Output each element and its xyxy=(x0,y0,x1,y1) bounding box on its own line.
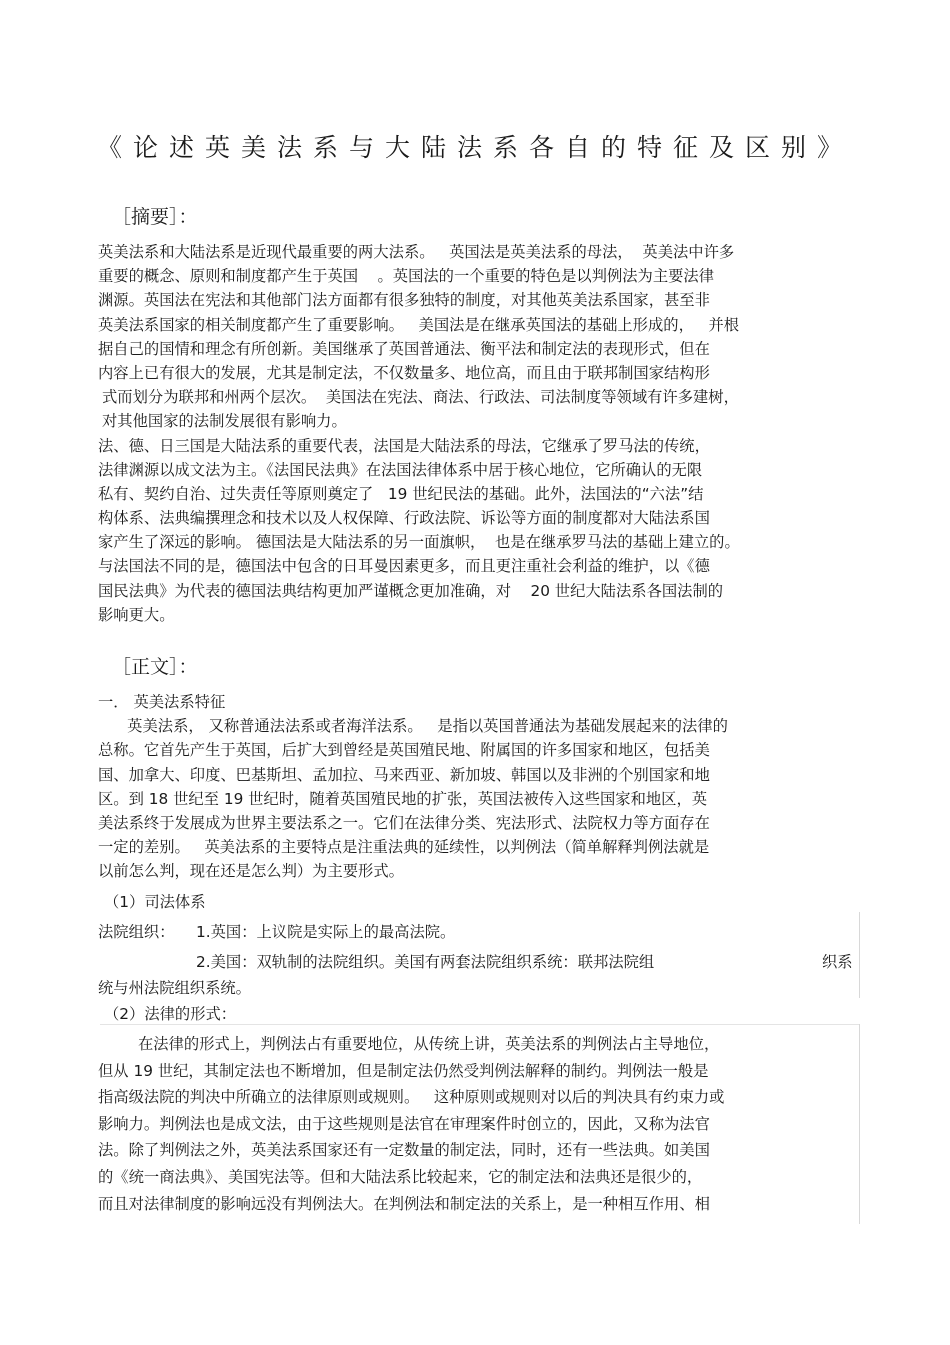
court-organization-label: 法院组织： xyxy=(98,923,175,941)
text-line: 渊源。英国法在宪法和其他部门法方面都有很多独特的制度，对其他英美法系国家，甚至非 xyxy=(98,291,710,310)
text-line: 在法律的形式上，判例法占有重要地位，从传统上讲，英美法系的判例法占主导地位， xyxy=(138,1035,720,1053)
text-line: 指高级法院的判决中所确立的法律原则或规则。 这种原则或规则对以后的判决具有约束力或 xyxy=(98,1088,725,1107)
section-title: 一． 英美法系特征 xyxy=(98,693,226,711)
text-line: 英美法系， 又称普通法法系或者海洋法系。 是指以英国普通法为基础发展起来的法律的 xyxy=(98,717,728,736)
text-line: 但从 19 世纪，其制定法也不断增加，但是制定法仍然受判例法解释的制约。判例法一般是 xyxy=(98,1061,709,1080)
table-border-top xyxy=(100,1024,860,1025)
text-line: 重要的概念、原则和制度都产生于英国 。英国法的一个重要的特色是以判例法为主要法律 xyxy=(98,267,715,286)
text-line: 影响更大。 xyxy=(98,605,175,624)
text-line: 构体系、法典编撰理念和技术以及人权保障、行政法院、诉讼等方面的制度都对大陆法系国 xyxy=(98,509,710,528)
text-line: 国、加拿大、印度、巴基斯坦、孟加拉、马来西亚、新加坡、韩国以及非洲的个别国家和地 xyxy=(98,765,710,784)
abstract-paragraph xyxy=(98,240,868,627)
text-line: 私有、契约自治、过失责任等原则奠定了 19 世纪民法的基础。此外，法国法的“六法”结 xyxy=(98,484,704,503)
section-1-paragraph xyxy=(98,690,868,884)
text-line: 影响力。判例法也是成文法，由于这些规则是法官在审理案件时创立的，因此，又称为法官 xyxy=(98,1114,710,1133)
text-line: 区。到 18 世纪至 19 世纪时，随着英国殖民地的扩张，英国法被传入这些国家和地区，英 xyxy=(98,789,708,808)
document-title: 《论述英美法系与大陆法系各自的特征及区别》 xyxy=(96,133,853,162)
text-line: 式而划分为联邦和州两个层次。 美国法在宪法、商法、行政法、司法制度等领域有许多建树， xyxy=(102,388,739,407)
text-line: 以前怎么判，现在还是怎么判）为主要形式。 xyxy=(98,862,404,881)
law-form-heading: （2）法律的形式： xyxy=(104,1005,237,1023)
text-line: 英美法系国家的相关制度都产生了重要影响。 美国法是在继承英国法的基础上形成的， 并根 xyxy=(98,315,740,334)
court-item-uk: 1.英国：上议院是实际上的最高法院。 xyxy=(196,923,456,941)
text-line: 法律渊源以成文法为主。《法国民法典》在法国法律体系中居于核心地位，它所确认的无限 xyxy=(98,460,703,479)
text-line: 一定的差别。 英美法系的主要特点是注重法典的延续性，以判例法（简单解释判例法就是 xyxy=(98,838,710,857)
court-item-us: 2.美国：双轨制的法院组织。美国有两套法院组织系统：联邦法院组 xyxy=(196,953,655,971)
body-heading: ［正文］： xyxy=(112,656,198,678)
abstract-heading: ［摘要］： xyxy=(112,206,198,228)
court-item-us-tail: 织系 xyxy=(822,953,853,971)
judicial-system-heading: （1）司法体系 xyxy=(104,893,206,911)
text-line: 而且对法律制度的影响远没有判例法大。在判例法和制定法的关系上，是一种相互作用、相 xyxy=(98,1194,710,1213)
text-line: 与法国法不同的是，德国法中包含的日耳曼因素更多，而且更注重社会利益的维护，以《德 xyxy=(98,557,710,576)
text-line: 国民法典》为代表的德国法典结构更加严谨概念更加准确，对 20 世纪大陆法系各国法制的 xyxy=(98,581,724,600)
text-line: 美法系终于发展成为世界主要法系之一。它们在法律分类、宪法形式、法院权力等方面存在 xyxy=(98,813,710,832)
text-line: 对其他国家的法制发展很有影响力。 xyxy=(102,412,347,431)
law-form-paragraph xyxy=(98,1032,868,1218)
table-border-right xyxy=(859,912,860,998)
text-line: 的《统一商法典》、美国宪法等。但和大陆法系比较起来，它的制定法和法典还是很少的， xyxy=(98,1167,703,1186)
court-item-us-continued: 统与州法院组织系统。 xyxy=(98,979,251,997)
text-line: 英美法系和大陆法系是近现代最重要的两大法系。 英国法是英美法系的母法， 英美法中许多 xyxy=(98,243,735,261)
text-line: 据自己的国情和理念有所创新。美国继承了英国普通法、衡平法和制定法的表现形式，但在 xyxy=(98,339,710,358)
text-line: 法、德、日三国是大陆法系的重要代表，法国是大陆法系的母法，它继承了罗马法的传统， xyxy=(98,436,710,455)
text-line: 内容上已有很大的发展，尤其是制定法，不仅数量多、地位高，而且由于联邦制国家结构形 xyxy=(98,363,710,382)
text-line: 总称。它首先产生于英国，后扩大到曾经是英国殖民地、附属国的许多国家和地区，包括美 xyxy=(98,741,710,760)
text-line: 法。除了判例法之外，英美法系国家还有一定数量的制定法，同时，还有一些法典。如美国 xyxy=(98,1141,710,1160)
text-line: 家产生了深远的影响。 德国法是大陆法系的另一面旗帜， 也是在继承罗马法的基础上建立的。 xyxy=(98,533,740,552)
